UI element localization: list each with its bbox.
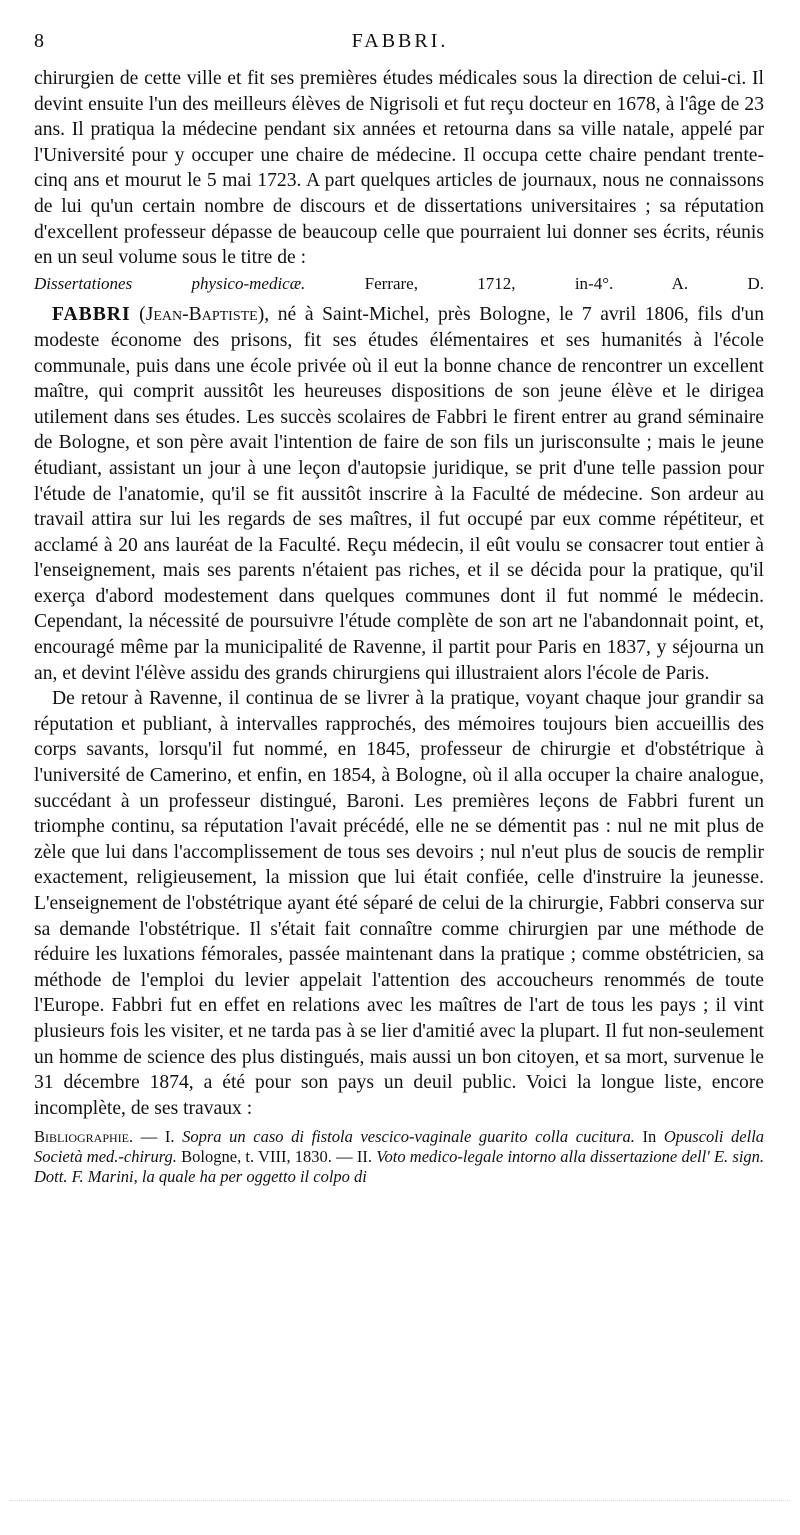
page-number: 8 bbox=[34, 30, 45, 52]
entry1-work-title: Dissertationes physico-medicæ. bbox=[34, 273, 306, 293]
entry2-p1: ), né à Saint-Michel, près Bologne, le 7 avril 1806, fils d'un modeste économe des prisons, fit ses études élémentaires et ses humanités à l'école communale, puis dans une école privée où il eut la bonne chance de rencontrer un excellent maître, qui comprit aussitôt les heureuses dispositions de son jeune élève et le dirigea utilement dans ses études. Les succès scolaires de Fabbri le firent entrer au grand séminaire de Bologne, et son père avait l'intention de faire de son fils un jurisconsulte ; mais le jeune étudiant, assistant un jour à une leçon d'autopsie juridique, se prit d'une telle passion pour l'étude de l'anatomie, qu'il se fit aussitôt inscrire à la Faculté de médecine. Son ardeur au travail attira sur lui les regards de ses maîtres, il fut occupé par eux comme répétiteur, et acclamé à 20 ans lauréat de la Faculté. Reçu médecin, il eût voulu se consacrer tout entier à l'enseignement, mais ses parents n'étaient pas riches, et il se décida pour la pratique, qu'il exerça d'abord modestement dans quelques communes dont il fut nommé le médecin. Cependant, la nécessité de poursuivre l'étude complète de son art ne l'abandonnait point, et, encouragé même par la municipalité de Ravenne, il partit pour Paris en 1837, y séjourna un an, et devint l'élève assidu des grands chirurgiens qui illustraient alors l'école de Paris. bbox=[34, 304, 764, 684]
entry1-work bbox=[34, 271, 764, 297]
entry2-paragraph-2: De retour à Ravenne, il continua de se livrer à la pratique, voyant chaque jour grandir sa réputation et publiant, à intervalles rapprochés, des mémoires toujours bien accueillis des corps savants, lorsqu'il fut nommé, en 1845, professeur de chirurgie et d'obstétrique à l'université de Camerino, et enfin, en 1854, à Bologne, où il alla occuper la chaire analogue, succédant à un professeur distingué, Baroni. Les premières leçons de Fabbri furent un triomphe continu, sa réputation l'avait précédé, elle ne se démentit pas : nul ne mit plus de zèle que lui dans l'accomplissement de tous ses devoirs ; nul n'eut plus de soucis de remplir exactement, religieusement, la mission que lui était confiée, celle d'instruire la jeunesse. L'enseignement de l'obstétrique ayant été séparé de celui de la chirurgie, Fabbri conserva sur sa demande l'obstétrique. Il s'était fait connaître comme chirurgien par une méthode de réduire les luxations fémorales, passée maintenant dans la pratique ; comme obstétricien, sa méthode de l'emploi du levier appelait l'attention des accoucheurs renommés de toute l'Europe. Fabbri fut en effet en relations avec les maîtres de l'art de tous les pays ; il vint plusieurs fois les visiter, et ne tarda pas à se lier d'amitié avec la plupart. Il fut non-seulement un homme de science des plus distingués, mais aussi un bon citoyen, et sa mort, survenue le 31 décembre 1874, a été pour son pays un deuil public. Voici la longue liste, encore incomplète, de ses travaux : bbox=[34, 688, 764, 1119]
scan-artifact-line bbox=[10, 1500, 790, 1502]
bib-item2-num: — II. bbox=[336, 1147, 372, 1167]
entry2-paragraph-1: FABBRI (Jean-Baptiste), né à Saint-Michel, près Bologne, le 7 avril 1806, fils d'un modeste économe des prisons, fit ses études élémentaires et ses humanités à l'école communale, puis dans une école privée où il eut la bonne chance de rencontrer un excellent maître, qui comprit aussitôt les heureuses dispositions de son jeune élève et le dirigea utilement dans ses études. Les succès scolaires de Fabbri le firent entrer au grand séminaire de Bologne, et son père avait l'intention de faire de son fils un jurisconsulte ; mais le jeune étudiant, assistant un jour à une leçon d'autopsie juridique, se prit d'une telle passion pour l'étude de l'anatomie, qu'il se fit aussitôt inscrire à la Faculté de médecine. Son ardeur au travail attira sur lui les regards de ses maîtres, il fut occupé par eux comme répétiteur, et acclamé à 20 ans lauréat de la Faculté. Reçu médecin, il eût voulu se consacrer tout entier à l'enseignement, mais ses parents n'étaient pas riches, et il se décida pour la pratique, qu'il exerça d'abord modestement dans quelques communes dont il fut nommé le médecin. Cependant, la nécessité de poursuivre l'étude complète de son art ne l'abandonnait point, et, encouragé même par la municipalité de Ravenne, il partit pour Paris en 1837, y séjourna un an, et devint l'élève assidu des grands chirurgiens qui illustraient alors l'école de Paris. bbox=[34, 304, 764, 684]
page-header bbox=[34, 30, 766, 60]
bibliography-label: Bibliographie. bbox=[34, 1127, 134, 1147]
bib-item1-pub: Bologne, t. VIII, 1830. bbox=[181, 1147, 332, 1167]
page-body bbox=[34, 66, 764, 1187]
entry2-forename: Jean-Baptiste bbox=[145, 304, 258, 326]
entry2-headword: FABBRI bbox=[52, 304, 131, 326]
bib-item2-title: Voto medico-legale intorno alla dissertazione dell' E. sign. Dott. F. Marini, la quale ha per oggetto il colpo di bbox=[34, 1147, 765, 1187]
running-title: FABBRI. bbox=[351, 30, 449, 52]
bib-item1-in: In bbox=[642, 1127, 657, 1147]
bib-item1-title: Sopra un caso di fistola vescico-vaginale guarito colla cucitura. bbox=[182, 1127, 635, 1147]
entry1-text: chirurgien de cette ville et fit ses premières études médicales sous la direction de celui-ci. Il devint ensuite l'un des meilleurs élèves de Nigrisoli et fut reçu docteur en 1678, à l'âge de 23 ans. Il pratiqua la médecine pendant six années et retourna dans sa ville natale, appelé par l'Université pour y occuper une chaire de médecine. Il occupa cette chaire pendant trente-cinq ans et mourut le 5 mai 1723. A part quelques articles de journaux, nous ne connaissons de lui qu'un certain nombre de discours et de dissertations universitaires ; sa réputation d'excellent professeur dépasse de beaucoup celle que pourraient lui donner ses écrits, réunis en un seul volume sous le titre de : bbox=[34, 68, 764, 269]
bib-item1-num: — I. bbox=[140, 1127, 175, 1147]
bibliography bbox=[34, 1127, 764, 1187]
entry1-signature: A. D. bbox=[671, 273, 765, 293]
bib-item1-series: Opuscoli della Società med.-chirurg. bbox=[34, 1127, 765, 1167]
entry1-work-pub: Ferrare, 1712, in-4°. bbox=[364, 273, 614, 293]
